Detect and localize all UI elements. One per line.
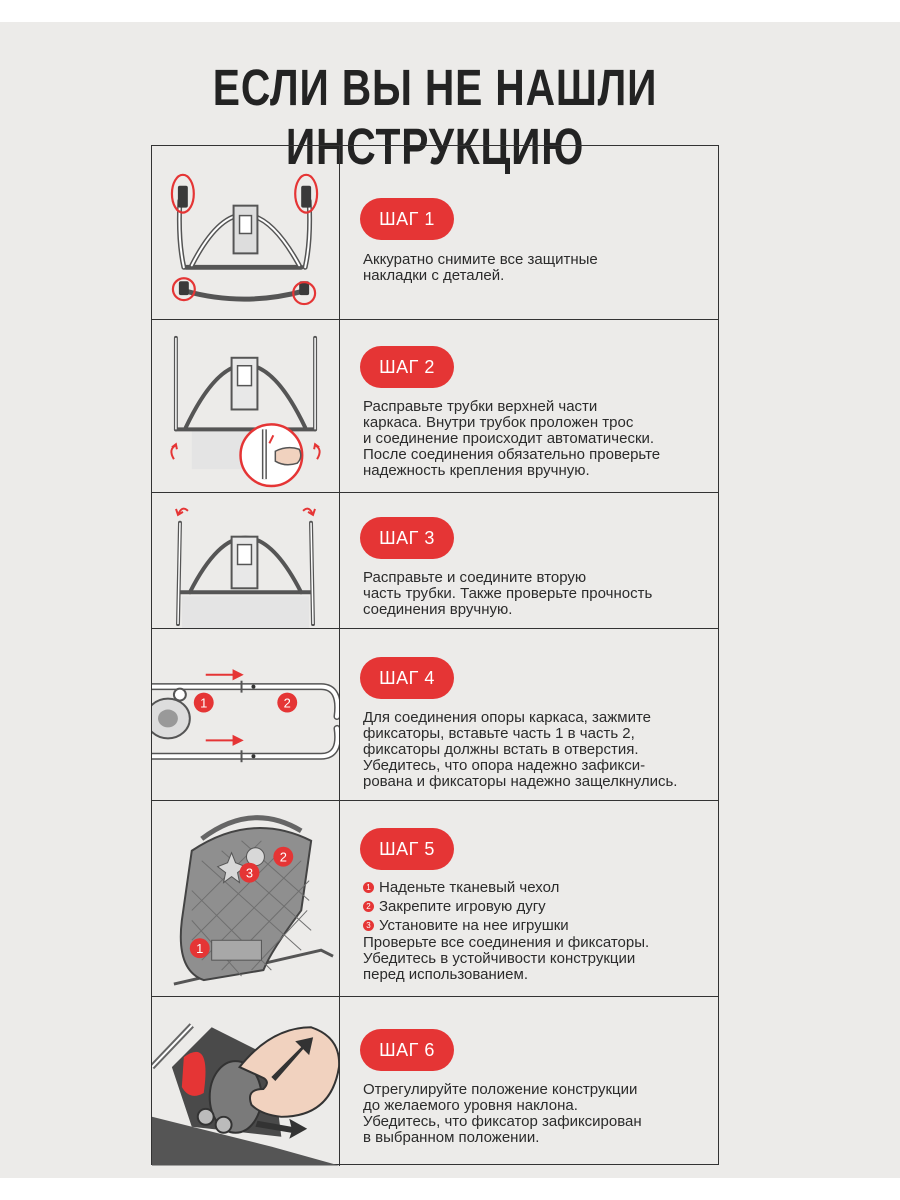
step-5-illustration — [152, 801, 340, 996]
step-2-text: Расправьте трубки верхней части каркаса. Внутри трубок проложен трос и соединение происходит автоматически. После соединения обязательно проверьте надежность крепления вручную. — [363, 398, 661, 479]
steps-table — [151, 145, 719, 1165]
instruction-sheet — [0, 22, 900, 1178]
marker-2-label: 2 — [279, 849, 287, 865]
step-6-badge: ШАГ 6 — [360, 1029, 454, 1071]
step-5-bullet-2: 2 Закрепите игровую дугу — [363, 897, 708, 916]
recline-adjustment-drawing — [152, 997, 339, 1166]
step-row-1 — [152, 146, 718, 320]
step-2-illustration — [152, 320, 340, 492]
step-row-2 — [152, 320, 718, 493]
step-row-3 — [152, 493, 718, 629]
step-2-badge: ШАГ 2 — [360, 346, 454, 388]
number-3-icon: 3 — [363, 920, 374, 931]
base-support-connection-drawing — [152, 629, 339, 800]
step-5-bullet-1: 1 Наденьте тканевый чехол — [363, 878, 708, 897]
step-6-illustration — [152, 997, 340, 1166]
step-4-text: Для соединения опоры каркаса, зажмите фиксаторы, вставьте часть 1 в часть 2, фиксаторы должны встать в отверстия. Убедитесь, что опора надежно зафикси- рована и фиксаторы надежно защелкнулись. — [363, 709, 678, 790]
step-row-5 — [152, 801, 718, 997]
frame-protective-caps-drawing — [152, 146, 339, 319]
marker-1-label: 1 — [200, 695, 208, 711]
bouncer-cover-and-toys-drawing — [152, 801, 339, 996]
step-3-text: Расправьте и соедините вторую часть трубки. Также проверьте прочность соединения вручную. — [363, 569, 653, 618]
marker-2-label: 2 — [283, 695, 291, 711]
step-4-illustration — [152, 629, 340, 800]
marker-1-label: 1 — [196, 941, 204, 957]
step-5-text: 1 Наденьте тканевый чехол 2 Закрепите игровую дугу 3 Установите на нее игрушки Проверьте все соединения и фиксаторы. Убедитесь в устойчивости конструкции перед использованием. — [363, 878, 708, 983]
step-row-4 — [152, 629, 718, 801]
number-1-icon: 1 — [363, 882, 374, 893]
page-title: ЕСЛИ ВЫ НЕ НАШЛИ ИНСТРУКЦИЮ — [212, 59, 658, 175]
step-5-badge: ШАГ 5 — [360, 828, 454, 870]
step-1-text: Аккуратно снимите все защитные накладки с деталей. — [363, 251, 598, 284]
step-6-text: Отрегулируйте положение конструкции до желаемого уровня наклона. Убедитесь, что фиксатор зафиксирован в выбранном положении. — [363, 1081, 642, 1146]
step-row-6 — [152, 997, 718, 1166]
connect-second-tube-drawing — [152, 493, 339, 628]
unfold-upper-tubes-drawing — [152, 320, 339, 492]
step-1-illustration — [152, 146, 340, 319]
step-5-bullet-3: 3 Установите на нее игрушки — [363, 916, 708, 935]
number-2-icon: 2 — [363, 901, 374, 912]
step-3-badge: ШАГ 3 — [360, 517, 454, 559]
step-3-illustration — [152, 493, 340, 628]
step-1-badge: ШАГ 1 — [360, 198, 454, 240]
step-4-badge: ШАГ 4 — [360, 657, 454, 699]
marker-3-label: 3 — [245, 865, 254, 881]
